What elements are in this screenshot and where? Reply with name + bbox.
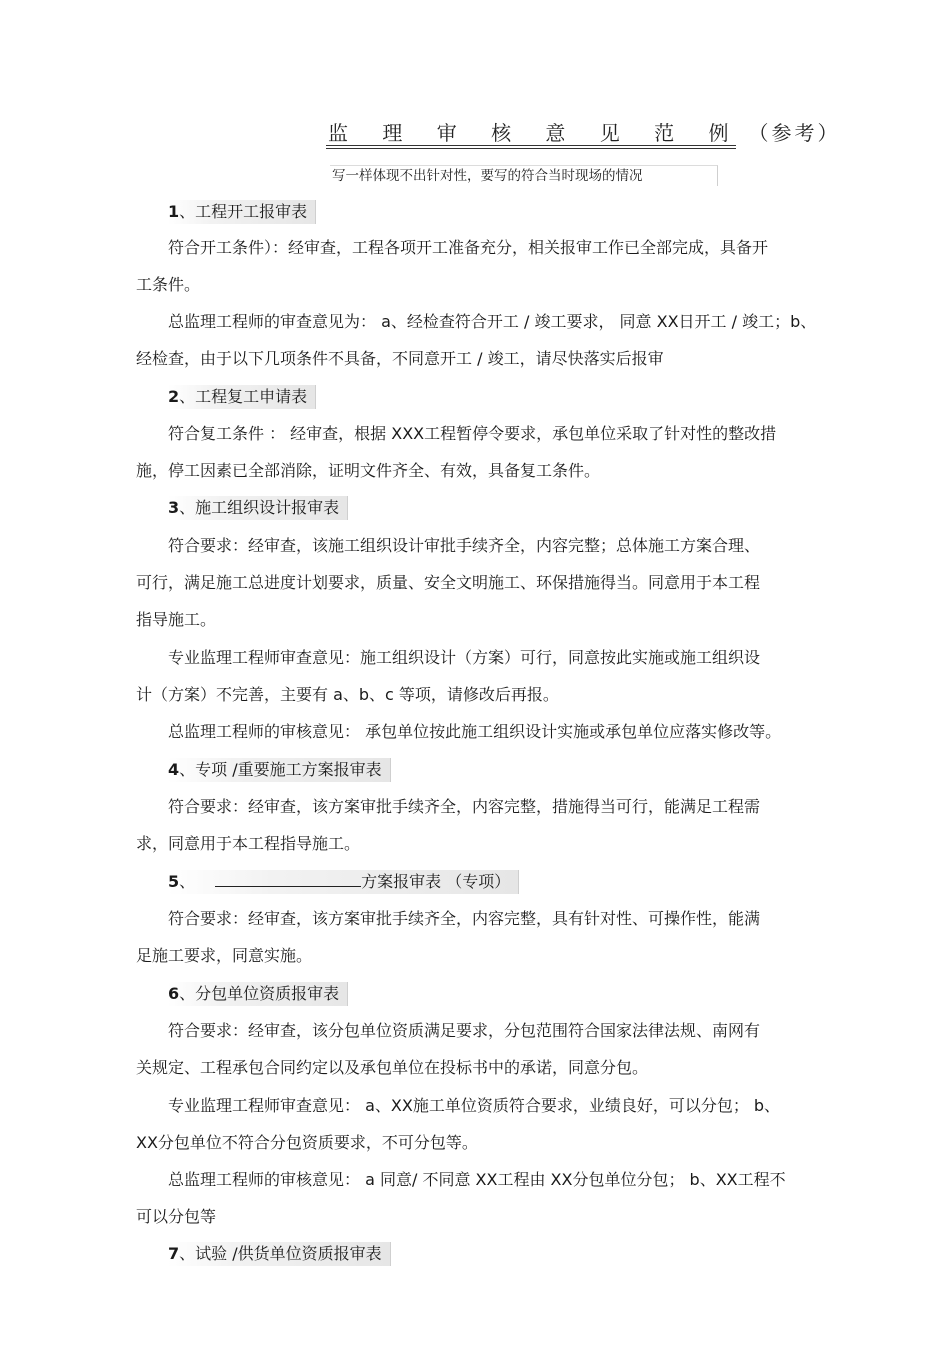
section-number: 6 bbox=[168, 984, 180, 1003]
section-number-separator: 、 bbox=[179, 872, 196, 891]
section-number: 2 bbox=[168, 387, 180, 406]
paragraph-line: 经检查，由于以下几项条件不具备，不同意开工 / 竣工，请尽快落实后报审 bbox=[136, 349, 664, 368]
paragraph-line: 指导施工。 bbox=[136, 610, 217, 629]
title-underline-second bbox=[326, 148, 736, 149]
section-number: 4 bbox=[168, 760, 180, 779]
fill-in-blank bbox=[215, 872, 361, 887]
page-title bbox=[328, 117, 841, 146]
paragraph-line: 关规定、工程承包合同约定以及承包单位在投标书中的承诺，同意分包。 bbox=[136, 1058, 649, 1077]
section-label: 、试验 /供货单位资质报审表 bbox=[179, 1244, 382, 1263]
paragraph-line: 可行，满足施工总进度计划要求，质量、安全文明施工、环保措施得当。同意用于本工程 bbox=[136, 573, 761, 592]
section-number: 5 bbox=[168, 872, 180, 891]
paragraph-line: 总监理工程师的审核意见： 承包单位按此施工组织设计实施或承包单位应落实修改等。 bbox=[168, 722, 782, 741]
paragraph-line: 施，停工因素已全部消除，证明文件齐全、有效，具备复工条件。 bbox=[136, 461, 601, 480]
paragraph-line: 符合复工条件 ： 经审查，根据 XXX工程暂停令要求，承包单位采取了针对性的整改措 bbox=[168, 424, 777, 443]
paragraph-line: 总监理工程师的审核意见： a 同意/ 不同意 XX工程由 XX分包单位分包； b、XX工程不 bbox=[168, 1170, 786, 1189]
paragraph-line: 符合要求：经审查，该分包单位资质满足要求，分包范围符合国家法律法规、南网有 bbox=[168, 1021, 761, 1040]
section-label: 、分包单位资质报审表 bbox=[179, 984, 340, 1003]
section-heading-1 bbox=[168, 200, 316, 224]
section-heading-5 bbox=[168, 870, 519, 894]
section-heading-4 bbox=[168, 758, 391, 782]
paragraph-line: 可以分包等 bbox=[136, 1207, 217, 1226]
section-heading-2 bbox=[168, 385, 316, 409]
title-underline bbox=[326, 145, 736, 146]
paragraph-line: 计（方案）不完善，主要有 a、b、c 等项，请修改后再报。 bbox=[136, 685, 559, 704]
paragraph-line: XX分包单位不符合分包资质要求，不可分包等。 bbox=[136, 1133, 478, 1152]
paragraph-line: 足施工要求，同意实施。 bbox=[136, 946, 313, 965]
section-label: 方案报审表 （专项） bbox=[361, 872, 511, 891]
paragraph-line: 工条件。 bbox=[136, 275, 201, 294]
section-heading-3 bbox=[168, 496, 348, 520]
section-label: 、工程开工报审表 bbox=[179, 202, 308, 221]
paragraph-line: 专业监理工程师审查意见：施工组织设计（方案）可行，同意按此实施或施工组织设 bbox=[168, 648, 761, 667]
paragraph-line: 符合开工条件）：经审查，工程各项开工准备充分，相关报审工作已全部完成，具备开 bbox=[168, 238, 769, 257]
section-heading-7 bbox=[168, 1242, 391, 1266]
section-label: 、专项 /重要施工方案报审表 bbox=[179, 760, 382, 779]
paragraph-line: 符合要求：经审查，该方案审批手续齐全，内容完整，具有针对性、可操作性，能满 bbox=[168, 909, 761, 928]
section-number: 7 bbox=[168, 1244, 180, 1263]
paragraph-line: 符合要求：经审查，该施工组织设计审批手续齐全，内容完整；总体施工方案合理、 bbox=[168, 536, 761, 555]
section-heading-6 bbox=[168, 982, 348, 1006]
section-label: 、施工组织设计报审表 bbox=[179, 498, 340, 517]
paragraph-line: 求，同意用于本工程指导施工。 bbox=[136, 834, 361, 853]
annotation-note: 写一样体现不出针对性，要写的符合当时现场的情况 bbox=[330, 165, 718, 186]
paragraph-line: 符合要求：经审查，该方案审批手续齐全，内容完整，措施得当可行，能满足工程需 bbox=[168, 797, 761, 816]
paragraph-line: 总监理工程师的审查意见为： a、经检查符合开工 / 竣工要求， 同意 XX日开工 / 竣工；b、 bbox=[168, 312, 817, 331]
section-label: 、工程复工申请表 bbox=[179, 387, 308, 406]
title-main: 监 理 审 核 意 见 范 例 bbox=[328, 121, 743, 145]
section-number: 3 bbox=[168, 498, 180, 517]
section-number: 1 bbox=[168, 202, 180, 221]
paragraph-line: 专业监理工程师审查意见： a、XX施工单位资质符合要求，业绩良好，可以分包； b、 bbox=[168, 1096, 781, 1115]
title-reference-tag: （参考） bbox=[748, 121, 841, 145]
